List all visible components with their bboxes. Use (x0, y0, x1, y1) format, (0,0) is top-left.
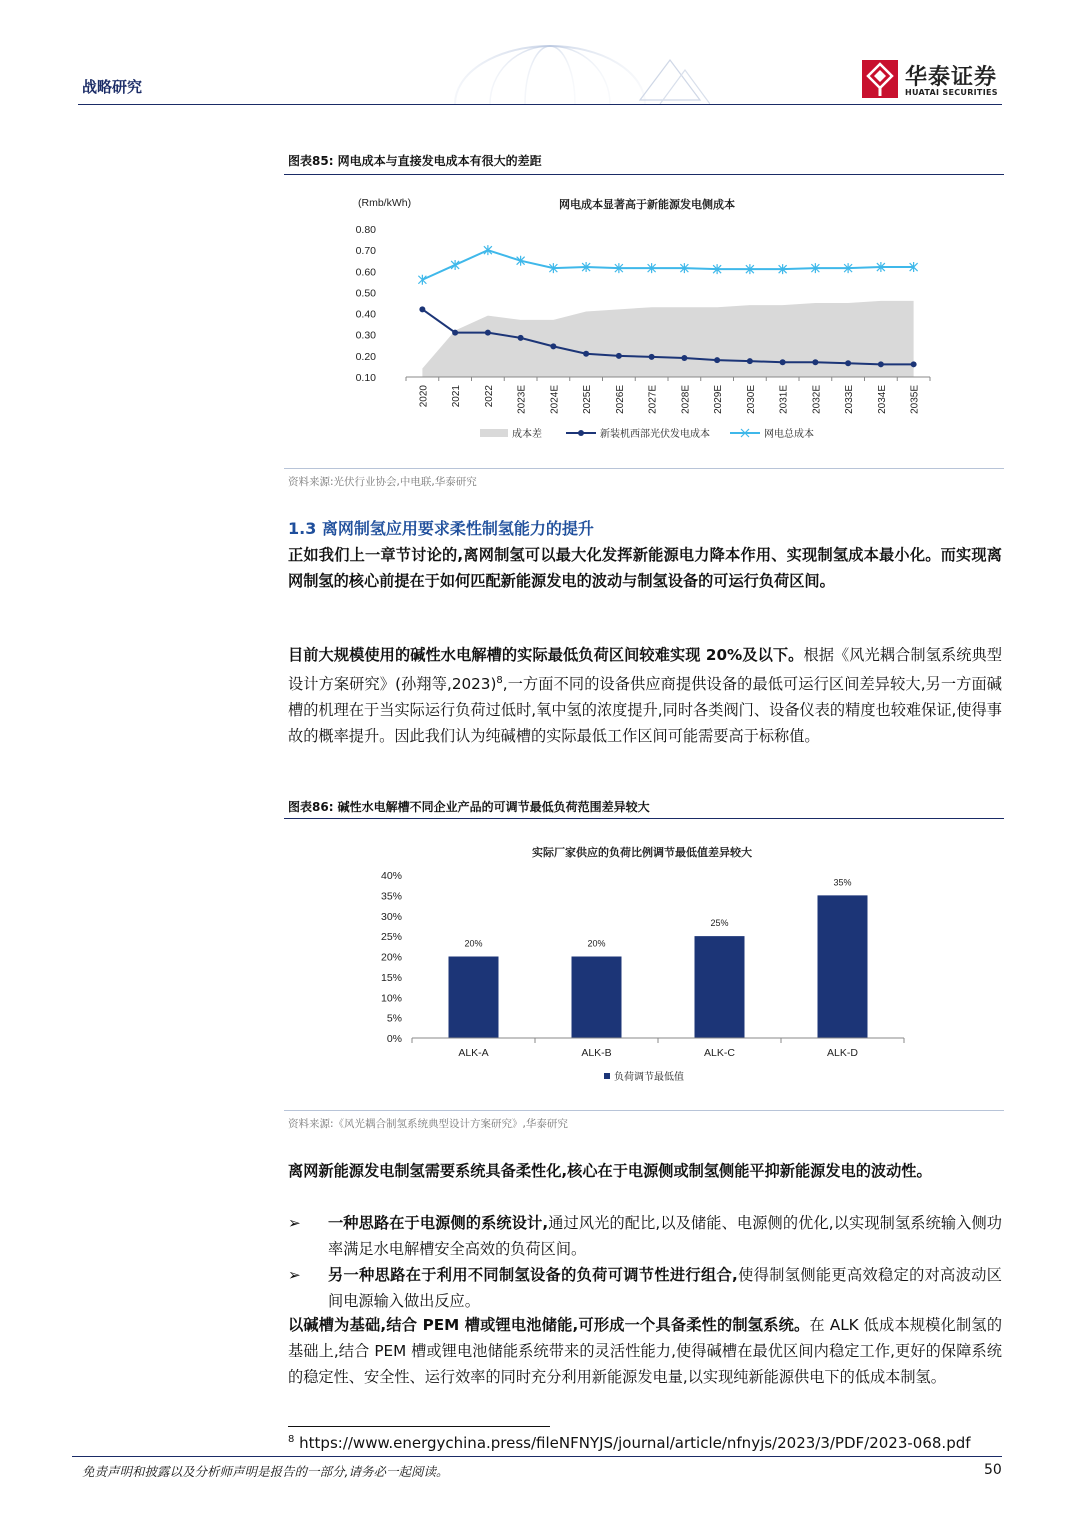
chart2-y-tick-label: 5% (386, 1012, 402, 1025)
chart1-point (780, 359, 786, 365)
chart1-point (747, 358, 753, 364)
logo-english-name: HUATAI SECURITIES (905, 88, 998, 97)
bullet-arrow-icon: ➢ (288, 1266, 301, 1284)
paragraph-3-text: 离网新能源发电制氢需要系统具备柔性化,核心在于电源侧或制氢侧能平抑新能源发电的波动性。 (288, 1162, 932, 1180)
chart1-legend-swatch-area (480, 429, 508, 437)
chart1-point (451, 260, 459, 270)
bullet-1-body: 通过风光的配比,以及储能、电源侧的优化,以实现制氢系统输入侧功率满足水电解槽安全高效的负荷区间。 (328, 1214, 1002, 1258)
figure85-title: 图表85: 网电成本与直接发电成本有很大的差距 (288, 154, 542, 168)
chart1-unit-label: (Rmb/kWh) (358, 197, 412, 209)
chart1-x-tick-label: 2025E (582, 385, 594, 414)
chart1-x-tick-label: 2033E (844, 385, 856, 414)
chart2-y-tick-label: 15% (380, 971, 402, 984)
chart1-point (681, 355, 687, 361)
chart1-x-tick-label: 2026E (614, 385, 626, 414)
chart2-data-label: 20% (464, 938, 483, 949)
chart2-y-tick-label: 25% (380, 931, 402, 944)
chart1-point (419, 306, 425, 312)
figure86-title-rule (284, 818, 1004, 819)
chart2-data-label: 35% (833, 877, 852, 888)
chart1-x-tick-label: 2031E (778, 385, 790, 414)
paragraph-2-body: 根据《风光耦合制氢系统典型设计方案研究》(孙翔等,2023) (288, 646, 1003, 694)
chart2-bar (449, 957, 499, 1039)
chart2-x-tick-label: ALK-B (581, 1047, 612, 1059)
paragraph-3 (288, 1158, 1002, 1184)
chart1-point (845, 360, 851, 366)
chart2-bar (572, 957, 622, 1039)
chart1-title: 网电成本显著高于新能源发电侧成本 (559, 199, 735, 211)
chart2-x-tick-label: ALK-A (458, 1047, 489, 1059)
chart1-legend-label: 新装机西部光伏发电成本 (600, 429, 710, 440)
chart1-x-tick-label: 2024E (549, 385, 561, 414)
footer-divider (72, 1456, 1002, 1457)
chart1-y-tick-label: 0.10 (355, 372, 376, 384)
footer-disclaimer: 免责声明和披露以及分析师声明是报告的一部分,请务必一起阅读。 (82, 1464, 449, 1479)
chart1-x-tick-label: 2028E (680, 385, 692, 414)
footnote-link[interactable]: https://www.energychina.press/fileNFNYJS/journal/article/nfnyjs/2023/3/PDF/2023-068.pdf (299, 1434, 971, 1452)
chart1-x-tick-label: 2035E (909, 385, 921, 414)
chart1-point (649, 354, 655, 360)
chart1-point (812, 359, 818, 365)
chart1-x-tick-label: 2021 (451, 385, 463, 408)
chart1-y-tick-label: 0.30 (355, 329, 376, 342)
paragraph-2 (288, 642, 1002, 749)
chart1-legend-label: 成本差 (512, 429, 542, 440)
chart2-y-tick-label: 10% (380, 992, 402, 1005)
line-chart-grid-cost (340, 186, 950, 456)
chart2-bar (818, 895, 868, 1038)
chart1-series-line (422, 250, 913, 280)
footnote-number: 8 (288, 1434, 295, 1445)
chart1-point (518, 335, 524, 341)
paragraph-1 (288, 542, 1002, 594)
paragraph-1-text: 正如我们上一章节讨论的,离网制氢可以最大化发挥新能源电力降本作用、实现制氢成本最小化。而实现离网制氢的核心前提在于如何匹配新能源发电的波动与制氢设备的可运行负荷区间。 (288, 546, 1002, 590)
footnote-ref: 8 (496, 675, 503, 686)
figure85-source: 资料来源:光伏行业协会,中电联,华泰研究 (288, 476, 477, 488)
chart2-y-tick-label: 0% (386, 1033, 402, 1045)
figure86-title: 图表86: 碱性水电解槽不同企业产品的可调节最低负荷范围差异较大 (288, 800, 650, 814)
footnote (288, 1434, 971, 1452)
chart1-y-tick-label: 0.20 (355, 350, 376, 363)
paragraph-4 (288, 1312, 1002, 1390)
bullet-1-lead: 一种思路在于电源侧的系统设计, (328, 1214, 549, 1232)
paragraph-2-lead: 目前大规模使用的碱性水电解槽的实际最低负荷区间较难实现 20%及以下。 (288, 646, 804, 664)
chart1-y-tick-label: 0.80 (355, 224, 376, 236)
chart2-data-label: 25% (710, 918, 729, 929)
chart2-y-tick-label: 30% (380, 910, 402, 923)
chart1-y-tick-label: 0.70 (355, 245, 376, 258)
chart1-x-tick-label: 2029E (713, 385, 725, 414)
bullet-2-body: 使得制氢侧能更高效稳定的对高波动区间电源输入做出反应。 (328, 1266, 1002, 1310)
chart1-x-tick-label: 2030E (745, 385, 757, 414)
chart1-point (550, 343, 556, 349)
chart2-y-tick-label: 20% (380, 951, 402, 964)
chart1-point (583, 351, 589, 357)
figure86-source-rule (284, 1110, 1004, 1111)
chart2-x-tick-label: ALK-C (704, 1047, 735, 1059)
chart1-x-tick-label: 2032E (811, 385, 823, 414)
bullet-item-2 (288, 1262, 1002, 1314)
header-section-label: 战略研究 (82, 78, 143, 96)
chart1-point (452, 330, 458, 336)
paragraph-2-tail: ,一方面不同的设备供应商提供设备的最低可运行区间差异较大,另一方面碱槽的机理在于当实际运行负荷过低时,氧中氢的浓度提升,同时各类阀门、设备仪表的精度也较难保证,使得事故的概率提升。因此我们认为纯碱槽的实际最低工作区间可能需要高于标称值。 (288, 675, 1002, 746)
section-heading: 1.3 离网制氢应用要求柔性制氢能力的提升 (288, 519, 594, 538)
chart1-legend-marker (578, 430, 584, 436)
chart1-x-tick-label: 2027E (647, 385, 659, 414)
chart1-point (485, 330, 491, 336)
chart1-point (616, 353, 622, 359)
bar-chart-load-range (340, 836, 940, 1092)
paragraph-4-body: 在 ALK 低成本规模化制氢的基础上,结合 PEM 槽或锂电池储能系统带来的灵活性能力,使得碱槽在最优区间内稳定工作,更好的保障系统的稳定性、安全性、运行效率的同时充分利用新能源发电量,以实现纯新能源供电下的低成本制氢。 (288, 1316, 1003, 1386)
chart1-y-tick-label: 0.50 (355, 287, 376, 300)
chart1-area-cost-gap (422, 301, 913, 377)
bullet-arrow-icon: ➢ (288, 1214, 301, 1232)
globe-watermark-icon (430, 40, 710, 104)
chart1-x-tick-label: 2022 (483, 385, 495, 408)
chart2-y-tick-label: 35% (380, 890, 402, 903)
page-number: 50 (984, 1462, 1002, 1478)
header-divider (78, 104, 1002, 105)
chart1-point (911, 361, 917, 367)
chart2-data-label: 20% (587, 938, 606, 949)
chart1-point (878, 361, 884, 367)
figure86-source: 资料来源:《风光耦合制氢系统典型设计方案研究》,华泰研究 (288, 1118, 568, 1130)
chart2-x-tick-label: ALK-D (827, 1047, 858, 1059)
chart2-y-tick-label: 40% (380, 870, 402, 882)
chart1-legend-label: 网电总成本 (764, 429, 814, 440)
huatai-logo-icon (862, 60, 898, 98)
figure85-title-rule (284, 174, 1004, 175)
figure85-source-rule (284, 468, 1004, 469)
chart2-bar (695, 936, 745, 1038)
chart2-title: 实际厂家供应的负荷比例调节最低值差异较大 (532, 847, 752, 859)
chart2-legend-label: 负荷调节最低值 (614, 1072, 684, 1083)
chart1-x-tick-label: 2034E (876, 385, 888, 414)
paragraph-4-lead: 以碱槽为基础,结合 PEM 槽或锂电池储能,可形成一个具备柔性的制氢系统。 (288, 1316, 810, 1334)
footnote-rule (288, 1426, 550, 1427)
chart1-x-tick-label: 2020 (418, 385, 430, 408)
chart2-legend-swatch (604, 1073, 610, 1079)
bullet-2-lead: 另一种思路在于利用不同制氢设备的负荷可调节性进行组合, (328, 1266, 738, 1284)
chart1-y-tick-label: 0.60 (355, 266, 376, 279)
chart1-y-tick-label: 0.40 (355, 308, 376, 321)
chart1-x-tick-label: 2023E (516, 385, 528, 414)
logo-chinese-name: 华泰证券 (905, 65, 998, 90)
bullet-item-1 (288, 1210, 1002, 1262)
chart1-point (714, 357, 720, 363)
chart1-point (418, 275, 426, 285)
